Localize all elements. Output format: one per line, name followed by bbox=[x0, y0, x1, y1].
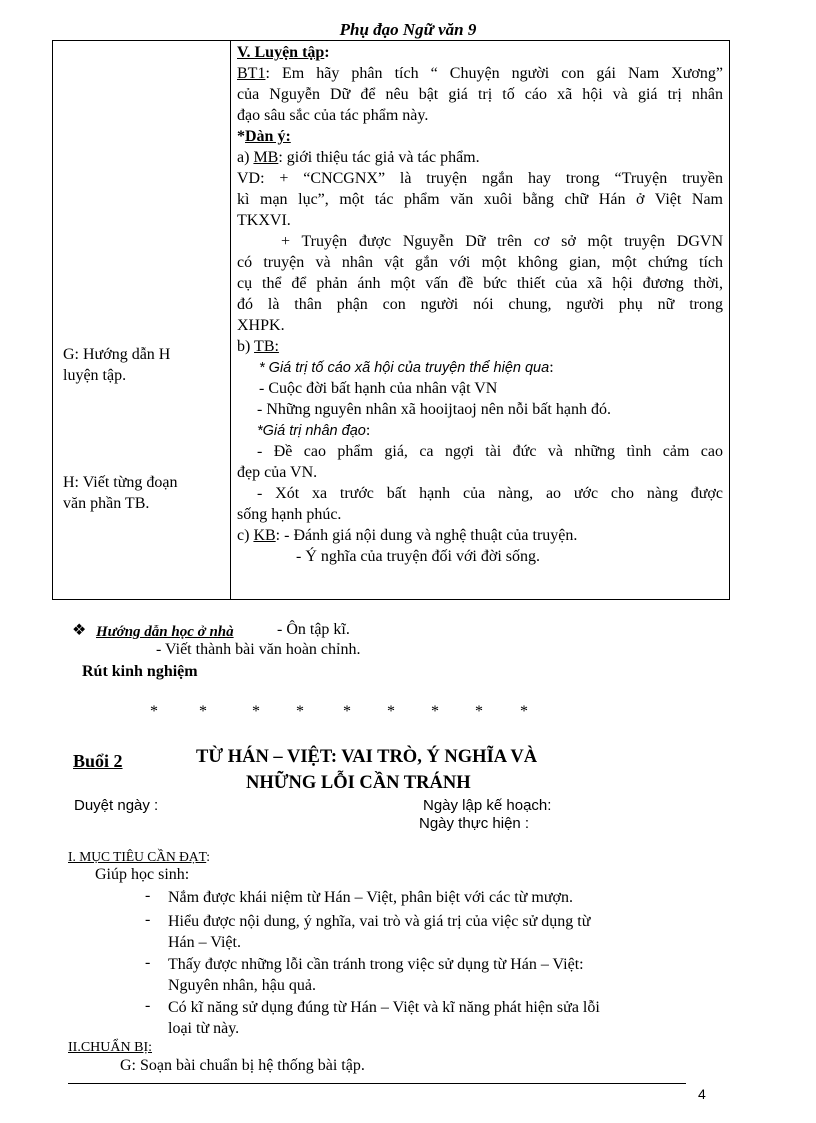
exercise-text: đạo sâu sắc của tác phẩm này. bbox=[237, 107, 429, 124]
homework-item: - Viết thành bài văn hoàn chỉnh. bbox=[156, 641, 361, 658]
section-title: V. Luyện tập bbox=[237, 44, 325, 61]
page-header-title: Phụ đạo Ngữ văn 9 bbox=[339, 20, 477, 39]
subheading-colon: : bbox=[365, 422, 371, 439]
separator-star: * bbox=[387, 703, 395, 720]
homework-item: - Ôn tập kĩ. bbox=[277, 621, 350, 638]
subheading-humanism: *Giá trị nhân đạo bbox=[257, 423, 366, 439]
teacher-instruction-line: luyện tập. bbox=[63, 367, 127, 384]
intro-text: : giới thiệu tác giả và tác phẩm. bbox=[278, 149, 480, 166]
exercise-text: : Em hãy phân tích “ Chuyện người con gái Nam Xương” bbox=[265, 65, 723, 82]
body-item: - Xót xa trước bất hạnh của nàng, ao ước cho nàng được bbox=[257, 485, 723, 502]
objective-line: Nắm được khái niệm từ Hán – Việt, phân biệt với các từ mượn. bbox=[168, 889, 573, 906]
homework-label: Hướng dẫn học ở nhà bbox=[96, 624, 234, 640]
paragraph-text: đó là thân phận con người nói chung, người phụ nữ trong bbox=[237, 296, 723, 313]
separator-star: * bbox=[343, 703, 351, 720]
outline-heading: Dàn ý: bbox=[245, 128, 291, 145]
exercise-content bbox=[237, 42, 723, 567]
exercise-label: BT1 bbox=[237, 65, 266, 82]
plan-date: Ngày lập kế hoạch: bbox=[423, 797, 552, 814]
outline-star: * bbox=[237, 128, 245, 145]
paragraph-text: + Truyện được Nguyễn Dữ trên cơ sở một truyện DGVN bbox=[281, 233, 723, 250]
conclusion-label: KB bbox=[253, 527, 276, 544]
execution-date: Ngày thực hiện : bbox=[419, 815, 530, 832]
separator-star: * bbox=[431, 703, 439, 720]
separator-star: * bbox=[252, 703, 260, 720]
student-instruction-line: H: Viết từng đoạn bbox=[63, 474, 178, 491]
objective-item bbox=[168, 997, 688, 1039]
table-column-divider bbox=[230, 40, 231, 600]
exercise-text: của Nguyễn Dữ để nêu bật giá trị tố cáo xã hội và giá trị nhân bbox=[237, 86, 723, 103]
objective-item bbox=[168, 911, 688, 953]
objective-dash: - bbox=[145, 954, 151, 971]
conclusion-prefix: c) bbox=[237, 527, 254, 544]
intro-prefix: a) bbox=[237, 149, 254, 166]
session-label: Buổi 2 bbox=[73, 751, 123, 771]
objective-line: Nguyên nhân, hậu quả. bbox=[168, 977, 316, 994]
objective-dash: - bbox=[145, 911, 151, 928]
body-item: - Đề cao phẩm giá, ca ngợi tài đức và những tình cảm cao bbox=[257, 443, 723, 460]
example-text: VD: + “CNCGNX” là truyện ngắn hay trong “Truyện truyền bbox=[237, 170, 723, 187]
example-text: kì mạn lục”, một tác phẩm văn xuôi bằng chữ Hán ở Việt Nam bbox=[237, 191, 723, 208]
objective-line: Có kĩ năng sử dụng đúng từ Hán – Việt và kĩ năng phát hiện sửa lỗi bbox=[168, 999, 600, 1016]
page-number: 4 bbox=[698, 1086, 706, 1102]
separator-star: * bbox=[520, 703, 528, 720]
body-label: TB: bbox=[254, 338, 279, 355]
preparation-text: G: Soạn bài chuẩn bị hệ thống bài tập. bbox=[120, 1057, 365, 1074]
diamond-bullet-icon: ❖ bbox=[72, 622, 87, 639]
body-prefix: b) bbox=[237, 338, 255, 355]
subheading-colon: : bbox=[549, 359, 554, 376]
objective-line: Hiểu được nội dung, ý nghĩa, vai trò và giá trị của việc sử dụng từ bbox=[168, 913, 591, 930]
teacher-instruction-line: G: Hướng dẫn H bbox=[63, 346, 171, 363]
body-item: - Cuộc đời bất hạnh của nhân vật VN bbox=[259, 380, 498, 397]
paragraph-text: cụ thể để phản ánh một vấn đề bức thiết của xã hội đương thời, bbox=[237, 275, 723, 292]
student-instruction-line: văn phần TB. bbox=[63, 495, 150, 512]
experience-heading: Rút kinh nghiệm bbox=[82, 663, 198, 680]
student-instruction bbox=[63, 472, 178, 514]
objectives-intro: Giúp học sinh: bbox=[95, 866, 190, 883]
objectives-heading-colon: : bbox=[206, 849, 210, 864]
objective-item bbox=[168, 887, 688, 908]
separator-star: * bbox=[150, 703, 158, 720]
paragraph-text: có truyện và nhân vật gắn với một không gian, một chứng tích bbox=[237, 254, 723, 271]
body-item: đẹp của VN. bbox=[237, 464, 318, 481]
footer-rule bbox=[68, 1083, 686, 1084]
preparation-heading: II.CHUẨN BỊ: bbox=[68, 1040, 152, 1055]
objectives-heading: I. MỤC TIÊU CẦN ĐẠT bbox=[68, 849, 207, 864]
conclusion-text: - Ý nghĩa của truyện đối với đời sống. bbox=[296, 548, 540, 565]
section-colon: : bbox=[324, 44, 330, 61]
objective-line: loại từ này. bbox=[168, 1020, 240, 1037]
paragraph-text: XHPK. bbox=[237, 317, 285, 334]
objective-line: Hán – Việt. bbox=[168, 934, 241, 951]
example-text: TKXVI. bbox=[237, 212, 291, 229]
objective-line: Thấy được những lỗi cần tránh trong việc sử dụng từ Hán – Việt: bbox=[168, 956, 584, 973]
body-item: sống hạnh phúc. bbox=[237, 506, 342, 523]
session-title-line2: NHỮNG LỖI CẦN TRÁNH bbox=[246, 773, 471, 793]
approval-date: Duyệt ngày : bbox=[74, 797, 159, 814]
objective-item bbox=[168, 954, 688, 996]
subheading-social-critique: * Giá trị tố cáo xã hội của truyện thể hiện qua bbox=[259, 360, 550, 376]
intro-label: MB bbox=[253, 149, 279, 166]
objective-dash: - bbox=[145, 887, 151, 904]
session-title-line1: TỪ HÁN – VIỆT: VAI TRÒ, Ý NGHĨA VÀ bbox=[196, 747, 538, 767]
teacher-instruction bbox=[63, 344, 170, 386]
conclusion-text: : - Đánh giá nội dung và nghệ thuật của truyện. bbox=[275, 527, 578, 544]
separator-star: * bbox=[296, 703, 304, 720]
body-item: - Những nguyên nhân xã hooijtaoj nên nỗi bất hạnh đó. bbox=[257, 401, 611, 418]
objective-dash: - bbox=[145, 997, 151, 1014]
separator-star: * bbox=[475, 703, 483, 720]
separator-star: * bbox=[199, 703, 207, 720]
